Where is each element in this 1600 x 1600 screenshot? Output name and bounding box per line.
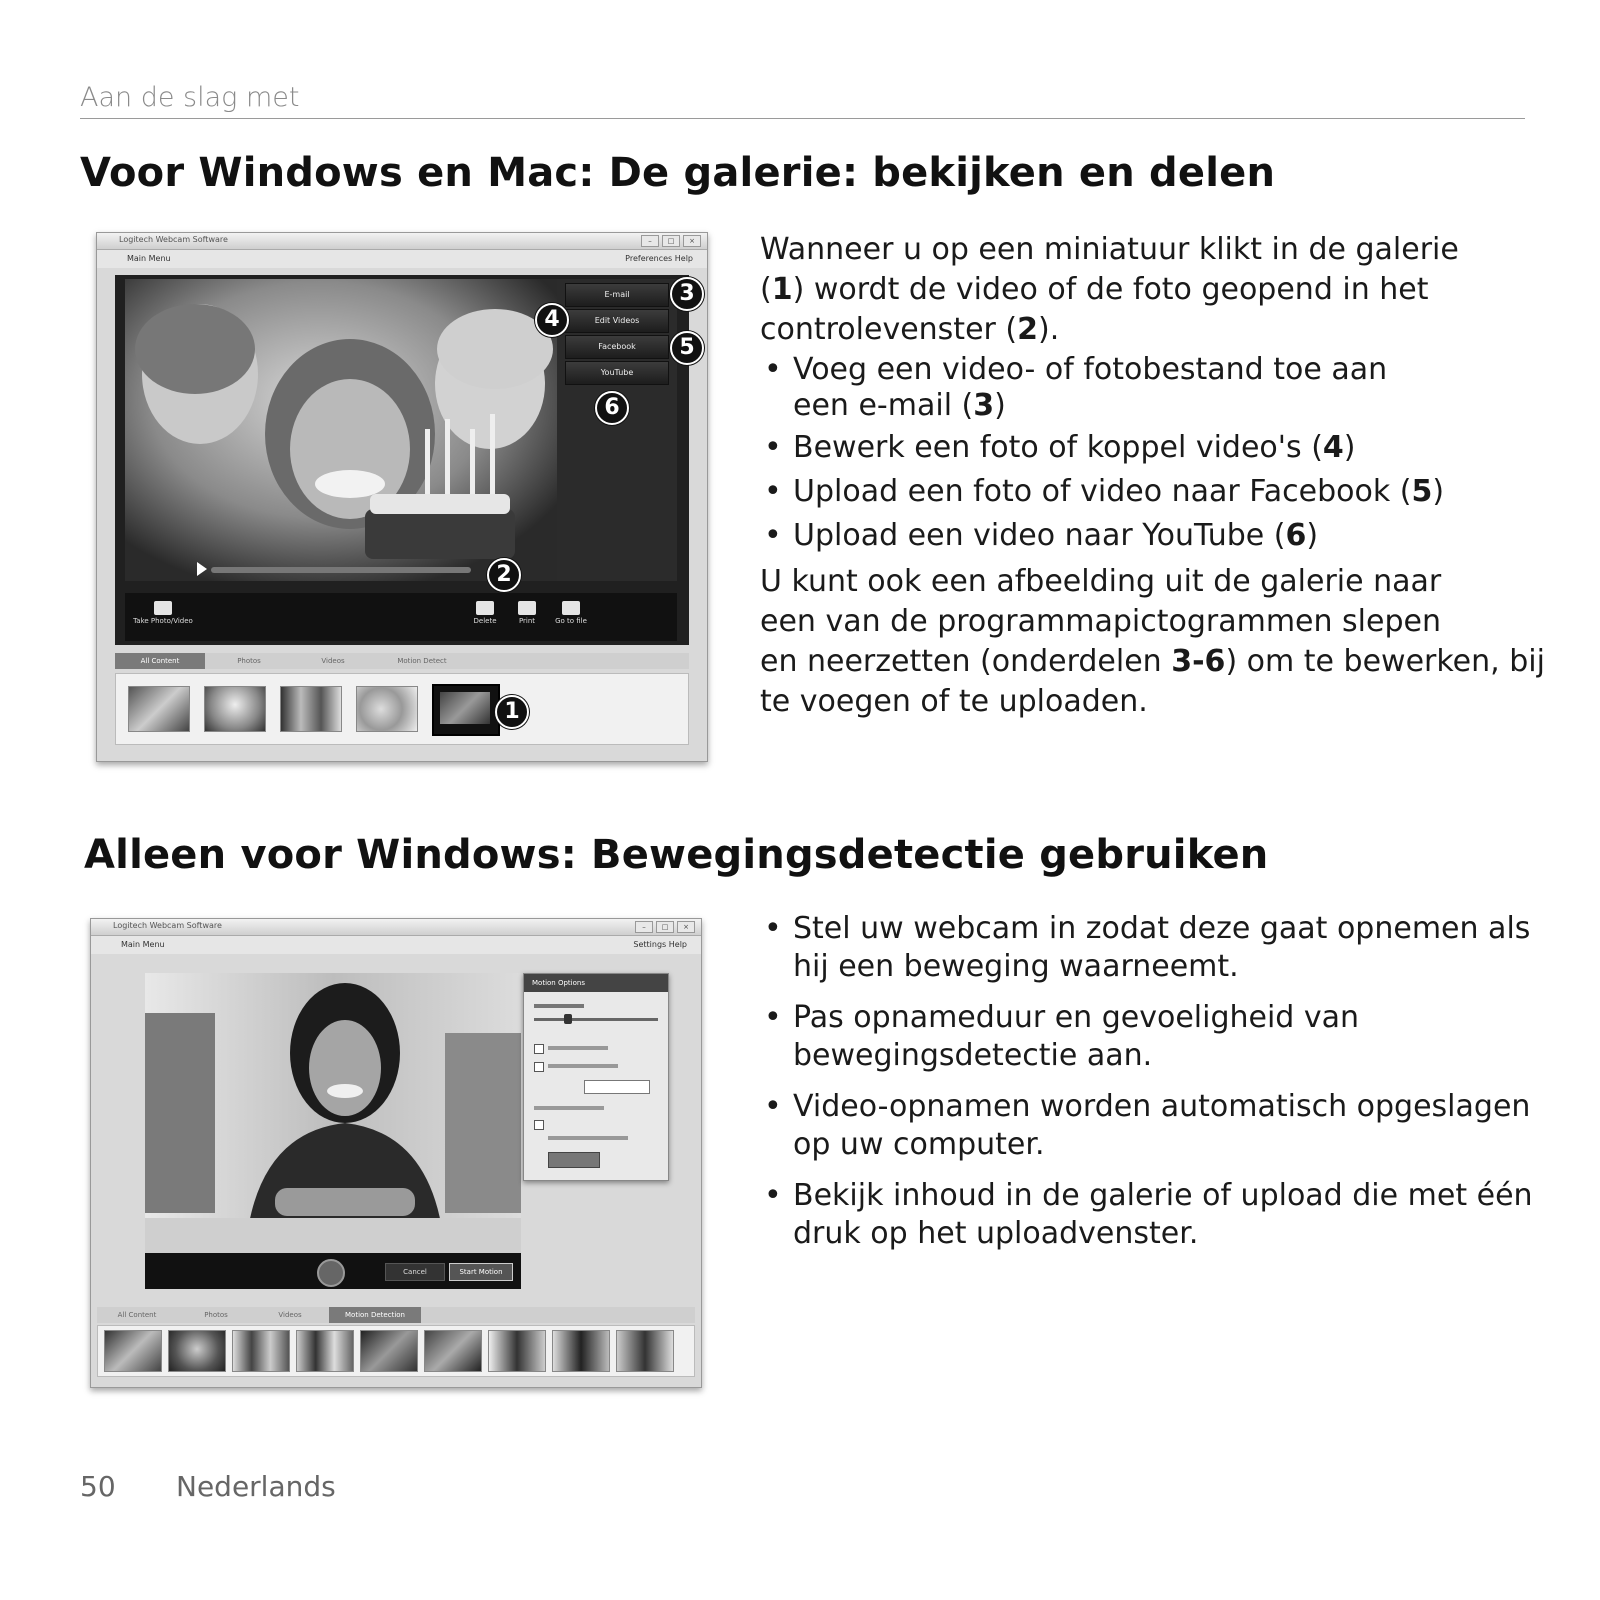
section1-body xyxy=(760,230,1550,722)
panel-text-line xyxy=(548,1046,608,1050)
control-window xyxy=(115,275,689,645)
gallery-thumbnail[interactable] xyxy=(552,1330,610,1372)
control-bar xyxy=(125,593,677,641)
bullet-item: • Upload een foto of video naar Facebook (5) xyxy=(760,474,1550,510)
gallery-thumbnail[interactable] xyxy=(104,1330,162,1372)
close-icon: × xyxy=(683,235,701,247)
folder-icon xyxy=(562,601,580,615)
gallery-thumbnail-selected[interactable] xyxy=(432,684,500,736)
intro-line: controlevenster (2). xyxy=(760,312,1060,347)
edit-videos-button[interactable]: Edit Videos xyxy=(565,309,669,333)
window-title: Logitech Webcam Software xyxy=(119,235,228,244)
duration-dropdown[interactable] xyxy=(584,1080,650,1094)
take-photo-button[interactable] xyxy=(133,601,193,625)
minimize-icon: – xyxy=(635,921,653,933)
bullet-item: • Bewerk een foto of koppel video's (4) xyxy=(760,430,1550,466)
share-panel xyxy=(557,279,677,581)
trash-icon xyxy=(476,601,494,615)
callout-badge-1: 1 xyxy=(495,695,529,729)
callout-badge-6: 6 xyxy=(595,391,629,425)
tab-videos[interactable]: Videos xyxy=(278,1311,302,1319)
youtube-upload-button[interactable]: YouTube xyxy=(565,361,669,385)
delete-button[interactable] xyxy=(465,601,505,625)
maximize-icon: □ xyxy=(662,235,680,247)
tab-videos[interactable]: Videos xyxy=(321,657,345,665)
preferences-help-links: Preferences Help xyxy=(625,254,693,263)
gallery-thumbnail[interactable] xyxy=(204,686,266,732)
section2-body xyxy=(760,910,1550,1266)
option-checkbox[interactable] xyxy=(534,1062,544,1072)
gallery-thumbnail[interactable] xyxy=(616,1330,674,1372)
bullet-item: • Video-opnamen worden automatisch opgeslagen op uw computer. xyxy=(760,1088,1550,1164)
window-title: Logitech Webcam Software xyxy=(113,921,222,930)
cancel-button[interactable]: Cancel xyxy=(385,1263,445,1281)
sensitivity-slider[interactable] xyxy=(534,1018,658,1021)
motion-options-panel xyxy=(523,973,669,1181)
delete-label: Delete xyxy=(473,617,497,625)
callout-badge-2: 2 xyxy=(487,558,521,592)
tab-all-content[interactable]: All Content xyxy=(115,653,205,669)
section2-title: Alleen voor Windows: Bewegingsdetectie gebruiken xyxy=(84,832,1269,878)
footer-language: Nederlands xyxy=(176,1470,336,1503)
motion-options-title: Motion Options xyxy=(524,974,668,992)
panel-text-line xyxy=(548,1136,628,1140)
app-toolbar xyxy=(91,936,701,954)
window-controls xyxy=(635,921,695,933)
outro-line: te voegen of te uploaden. xyxy=(760,684,1148,719)
option-checkbox[interactable] xyxy=(534,1120,544,1130)
webcam-photo xyxy=(145,973,521,1253)
tab-motion-detect[interactable]: Motion Detect xyxy=(397,657,447,665)
panel-text-line xyxy=(534,1106,604,1110)
slider-handle[interactable] xyxy=(564,1014,572,1024)
gallery-thumbnail[interactable] xyxy=(232,1330,290,1372)
motion-control-bar xyxy=(145,1253,521,1289)
email-share-button[interactable]: E-mail xyxy=(565,283,669,307)
bullet-item: • Pas opnameduur en gevoeligheid van bewegingsdetectie aan. xyxy=(760,999,1550,1075)
go-to-file-button[interactable] xyxy=(549,601,593,625)
tab-motion-detection[interactable]: Motion Detection xyxy=(329,1307,421,1323)
print-label: Print xyxy=(518,617,536,625)
play-icon[interactable] xyxy=(197,562,207,576)
take-photo-label: Take Photo/Video xyxy=(133,617,193,625)
gallery-thumbnail[interactable] xyxy=(168,1330,226,1372)
callout-badge-5: 5 xyxy=(670,331,704,365)
gallery-thumbnail[interactable] xyxy=(488,1330,546,1372)
gallery-thumbnail[interactable] xyxy=(128,686,190,732)
page-number: 50 xyxy=(80,1470,116,1503)
panel-text-line xyxy=(534,1004,584,1008)
section1-bullet-list xyxy=(760,352,1550,554)
window-titlebar xyxy=(97,233,707,250)
maximize-icon: □ xyxy=(656,921,674,933)
outro-line: een van de programmapictogrammen slepen xyxy=(760,604,1441,639)
main-menu-link: Main Menu xyxy=(127,254,171,263)
header-rule xyxy=(80,118,1525,119)
option-checkbox[interactable] xyxy=(534,1044,544,1054)
window-controls xyxy=(641,235,701,247)
motion-detection-screenshot xyxy=(90,918,702,1388)
tab-all-content[interactable]: All Content xyxy=(117,1311,157,1319)
gallery-thumbnail[interactable] xyxy=(356,686,418,732)
tab-photos[interactable]: Photos xyxy=(204,1311,228,1319)
section1-title: Voor Windows en Mac: De galerie: bekijken en delen xyxy=(80,150,1276,196)
gallery-thumbnail[interactable] xyxy=(296,1330,354,1372)
outro-line: U kunt ook een afbeelding uit de galerie naar xyxy=(760,564,1442,599)
section2-bullet-list xyxy=(760,910,1550,1253)
playback-progress-bar[interactable] xyxy=(211,567,471,573)
bullet-item: • Bekijk inhoud in de galerie of upload die met één druk op het uploadvenster. xyxy=(760,1177,1550,1253)
motion-thumbnail-strip xyxy=(97,1325,695,1377)
gallery-thumbnail[interactable] xyxy=(424,1330,482,1372)
printer-icon xyxy=(518,601,536,615)
gallery-thumbnail[interactable] xyxy=(360,1330,418,1372)
bullet-item: • Upload een video naar YouTube (6) xyxy=(760,518,1550,554)
facebook-upload-button[interactable]: Facebook xyxy=(565,335,669,359)
intro-line: Wanneer u op een miniatuur klikt in de galerie xyxy=(760,232,1459,267)
intro-line: (1) wordt de video of de foto geopend in het xyxy=(760,272,1429,307)
start-motion-button[interactable]: Start Motion xyxy=(449,1263,513,1281)
print-button[interactable] xyxy=(507,601,547,625)
motion-preview-window xyxy=(145,973,521,1289)
camera-icon xyxy=(154,601,172,615)
thumbnail-gallery xyxy=(115,673,689,745)
video-preview xyxy=(125,279,557,581)
running-head: Aan de slag met xyxy=(80,82,300,113)
birthday-photo xyxy=(125,279,557,581)
main-menu-link: Main Menu xyxy=(121,940,165,949)
record-icon[interactable] xyxy=(317,1259,345,1287)
window-titlebar xyxy=(91,919,701,936)
panel-text-line xyxy=(548,1064,618,1068)
gallery-thumbnail[interactable] xyxy=(280,686,342,732)
outro-line: en neerzetten (onderdelen 3-6) om te bewerken, bij xyxy=(760,644,1545,679)
settings-help-links: Settings Help xyxy=(633,940,687,949)
gallery-tabs xyxy=(97,1307,695,1323)
minimize-icon: – xyxy=(641,235,659,247)
tab-photos[interactable]: Photos xyxy=(237,657,261,665)
go-to-file-label: Go to file xyxy=(555,617,587,625)
gallery-screenshot xyxy=(96,232,708,762)
bullet-item: • Stel uw webcam in zodat deze gaat opnemen als hij een beweging waarneemt. xyxy=(760,910,1550,986)
callout-badge-3: 3 xyxy=(670,277,704,311)
close-icon: × xyxy=(677,921,695,933)
app-toolbar xyxy=(97,250,707,268)
gallery-tabs xyxy=(115,653,689,669)
bullet-item: • Voeg een video- of fotobestand toe aan een e-mail (3) xyxy=(760,352,1550,424)
callout-badge-4: 4 xyxy=(535,303,569,337)
panel-button[interactable] xyxy=(548,1152,600,1168)
